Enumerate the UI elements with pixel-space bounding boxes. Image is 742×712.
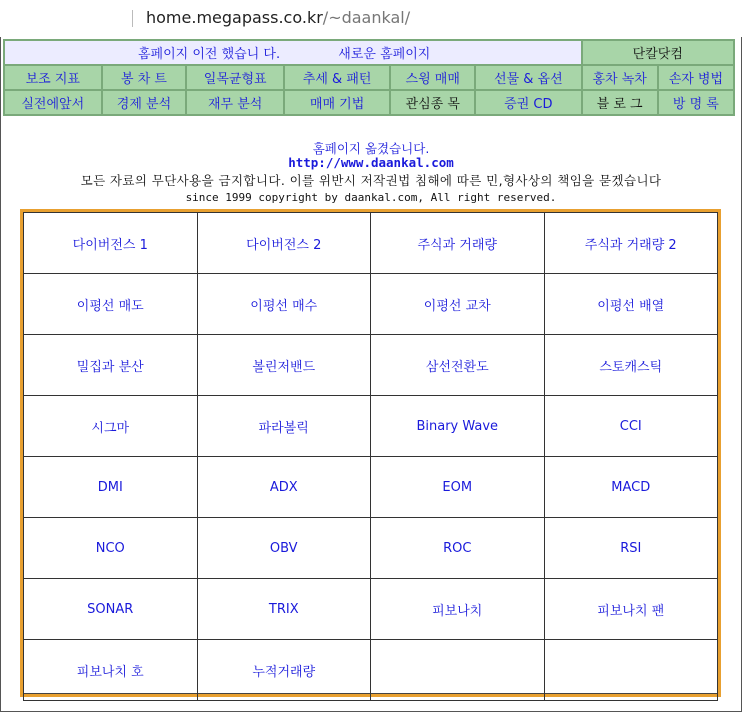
nav-item[interactable]: 일목균형표 xyxy=(186,65,284,90)
indicator-link[interactable]: 파라볼릭 xyxy=(197,396,371,457)
nav-item[interactable]: 보조 지표 xyxy=(4,65,102,90)
indicator-link[interactable]: 피보나치 xyxy=(371,579,545,640)
nav-item[interactable]: 추세 & 패턴 xyxy=(284,65,390,90)
indicator-link[interactable]: 볼린저밴드 xyxy=(197,335,371,396)
indicator-link[interactable]: 스토캐스틱 xyxy=(544,335,718,396)
copyright-warning: 모든 자료의 무단사용을 금지합니다. 이를 위반시 저작권법 침해에 따른 민,형사상의 책임을 묻겠습니다 xyxy=(80,173,662,188)
nav-item[interactable]: 실전에앞서 xyxy=(4,90,102,115)
url-path: /~daankal/ xyxy=(322,8,411,27)
indicator-link[interactable]: 피보나치 호 xyxy=(24,640,198,701)
indicator-row xyxy=(24,518,718,579)
indicator-link[interactable]: ADX xyxy=(197,457,371,518)
nav-item[interactable]: 매매 기법 xyxy=(284,90,390,115)
nav-row-1 xyxy=(4,65,734,90)
nav-item[interactable]: 블 로 그 xyxy=(582,90,658,115)
indicator-link[interactable]: 이평선 교차 xyxy=(371,274,545,335)
indicator-link[interactable]: 주식과 거래량 2 xyxy=(544,213,718,274)
nav-item[interactable]: 재무 분석 xyxy=(186,90,284,115)
indicator-link[interactable]: 누적거래량 xyxy=(197,640,371,701)
indicator-link[interactable]: ROC xyxy=(371,518,545,579)
new-site-link[interactable]: http://www.daankal.com xyxy=(288,155,454,170)
indicator-link[interactable]: EOM xyxy=(371,457,545,518)
indicator-link[interactable]: RSI xyxy=(544,518,718,579)
nav-item[interactable]: 선물 & 옵션 xyxy=(475,65,581,90)
address-url[interactable] xyxy=(146,8,410,27)
indicator-link[interactable]: 시그마 xyxy=(24,396,198,457)
address-bar-divider xyxy=(132,10,133,27)
nav-item[interactable]: 봉 차 트 xyxy=(102,65,187,90)
indicator-link[interactable]: Binary Wave xyxy=(371,396,545,457)
site-name[interactable]: 단칼닷컴 xyxy=(582,40,734,65)
nav-item[interactable]: 스윙 매매 xyxy=(390,65,475,90)
indicator-link[interactable]: 삼선전환도 xyxy=(371,335,545,396)
indicator-row xyxy=(24,335,718,396)
url-host: home.megapass.co.kr xyxy=(146,8,323,27)
empty-cell xyxy=(544,640,718,701)
indicator-table xyxy=(23,212,718,701)
copyright-since: since 1999 copyright by daankal.com, All right reserved. xyxy=(185,191,557,204)
indicator-link[interactable]: TRIX xyxy=(197,579,371,640)
moved-notice-text: 홈페이지 이전 했습니 다. xyxy=(138,47,281,62)
indicator-link[interactable]: 이평선 매도 xyxy=(24,274,198,335)
indicator-row xyxy=(24,640,718,701)
moved-notice-bar xyxy=(4,40,582,65)
moved-message: 홈페이지 옮겼습니다. xyxy=(312,141,430,156)
indicator-link[interactable]: 피보나치 팬 xyxy=(544,579,718,640)
indicator-link[interactable]: CCI xyxy=(544,396,718,457)
nav-item[interactable]: 방 명 록 xyxy=(658,90,734,115)
indicator-link[interactable]: 주식과 거래량 xyxy=(371,213,545,274)
empty-cell xyxy=(371,640,545,701)
indicator-link[interactable]: 다이버전스 2 xyxy=(197,213,371,274)
indicator-menu xyxy=(20,209,721,697)
indicator-row xyxy=(24,457,718,518)
nav-item[interactable]: 홍차 녹차 xyxy=(582,65,658,90)
indicator-link[interactable]: 이평선 매수 xyxy=(197,274,371,335)
indicator-row xyxy=(24,213,718,274)
nav-item[interactable]: 경제 분석 xyxy=(102,90,187,115)
nav-row-2 xyxy=(4,90,734,115)
indicator-link[interactable]: OBV xyxy=(197,518,371,579)
nav-item[interactable]: 손자 병법 xyxy=(658,65,734,90)
indicator-link[interactable]: SONAR xyxy=(24,579,198,640)
new-homepage-link[interactable]: 새로운 홈페이지 xyxy=(338,47,431,62)
indicator-link[interactable]: 밀집과 분산 xyxy=(24,335,198,396)
indicator-row xyxy=(24,396,718,457)
indicator-row xyxy=(24,274,718,335)
nav-item[interactable]: 증권 CD xyxy=(475,90,581,115)
indicator-link[interactable]: 이평선 배열 xyxy=(544,274,718,335)
nav-item[interactable]: 관심종 목 xyxy=(390,90,475,115)
indicator-link[interactable]: 다이버전스 1 xyxy=(24,213,198,274)
indicator-row xyxy=(24,579,718,640)
indicator-link[interactable]: DMI xyxy=(24,457,198,518)
indicator-link[interactable]: NCO xyxy=(24,518,198,579)
indicator-link[interactable]: MACD xyxy=(544,457,718,518)
address-bar[interactable] xyxy=(0,0,742,37)
top-navigation xyxy=(3,39,735,116)
